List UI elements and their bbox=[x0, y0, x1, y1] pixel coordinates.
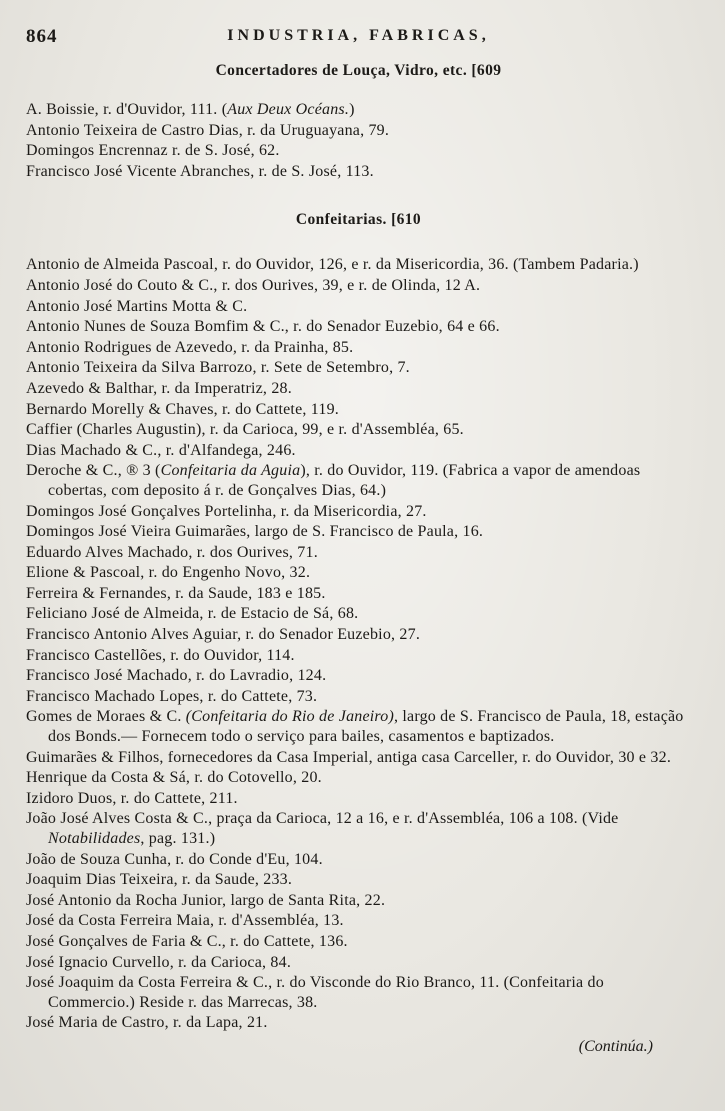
directory-entry bbox=[26, 543, 691, 563]
directory-entry bbox=[26, 932, 691, 952]
entry-text: Gomes de Moraes & C. bbox=[26, 708, 186, 726]
entry-text-italic: Notabilidades bbox=[48, 830, 141, 847]
entry-text: Joaquim Dias Teixeira, r. da Saude, 233. bbox=[26, 871, 293, 889]
entry-text: ) bbox=[349, 101, 355, 118]
section-confeitarias bbox=[26, 211, 691, 1033]
page-header: INDUSTRIA, FABRICAS, bbox=[227, 27, 490, 44]
entry-text-italic: (Confeitaria do Rio de Janeiro) bbox=[185, 708, 394, 726]
directory-entry bbox=[26, 789, 691, 809]
entry-text: José Maria de Castro, r. da Lapa, 21. bbox=[26, 1014, 268, 1032]
directory-entry bbox=[26, 584, 691, 604]
entry-text: Domingos Encrennaz r. de S. José, 62. bbox=[26, 142, 280, 160]
section-title-concertadores: Concertadores de Louça, Vidro, etc. [609 bbox=[215, 62, 502, 79]
directory-entry bbox=[26, 768, 691, 788]
directory-entry bbox=[26, 379, 691, 399]
directory-entry bbox=[26, 850, 691, 870]
directory-entry bbox=[26, 502, 691, 522]
entry-text: Azevedo & Balthar, r. da Imperatriz, 28. bbox=[26, 379, 292, 397]
directory-entry bbox=[26, 911, 691, 931]
directory-entry bbox=[26, 625, 691, 645]
page-top bbox=[26, 24, 691, 54]
entry-text: José Antonio da Rocha Junior, largo de Santa Rita, 22. bbox=[26, 891, 386, 909]
entry-text: A. Boissie, r. d'Ouvidor, 111. ( bbox=[26, 101, 228, 118]
entry-text: Antonio Teixeira da Silva Barrozo, r. Sete de Setembro, 7. bbox=[26, 359, 410, 377]
entry-text: Domingos José Gonçalves Portelinha, r. da Misericordia, 27. bbox=[26, 502, 427, 520]
directory-entry bbox=[26, 707, 691, 746]
directory-entry bbox=[26, 563, 691, 583]
entry-text: Francisco José Machado, r. do Lavradio, 124. bbox=[26, 667, 327, 685]
entry-text: Antonio Rodrigues de Azevedo, r. da Prainha, 85. bbox=[26, 338, 354, 356]
entry-text: Francisco Antonio Alves Aguiar, r. do Senador Euzebio, 27. bbox=[26, 626, 421, 644]
entry-text-italic: Aux Deux Océans. bbox=[227, 101, 350, 118]
directory-entry bbox=[26, 141, 691, 161]
directory-entry bbox=[26, 870, 691, 890]
entry-text: Francisco Machado Lopes, r. do Cattete, 73. bbox=[26, 687, 318, 705]
entry-text: ), r. do Ouvidor, 119. (Fabrica a vapor de amendoas cobertas, com deposito á r. de Gonçalves Dias, 64.) bbox=[48, 462, 641, 499]
entry-text: Antonio Teixeira de Castro Dias, r. da Uruguayana, 79. bbox=[26, 121, 390, 139]
entry-text: Bernardo Morelly & Chaves, r. do Cattete, 119. bbox=[26, 400, 339, 418]
entry-text: Dias Machado & C., r. d'Alfandega, 246. bbox=[26, 441, 296, 459]
entry-text: Deroche & C., ® 3 ( bbox=[26, 462, 161, 480]
entry-text: Antonio José Martins Motta & C. bbox=[26, 297, 248, 315]
directory-entry bbox=[26, 400, 691, 420]
entry-text: Henrique da Costa & Sá, r. do Cotovello, 20. bbox=[26, 769, 322, 787]
directory-entry bbox=[26, 420, 691, 440]
entry-text: Izidoro Duos, r. do Cattete, 211. bbox=[26, 789, 238, 807]
directory-entry bbox=[26, 1013, 691, 1033]
directory-entry bbox=[26, 522, 691, 542]
directory-entry bbox=[26, 338, 691, 358]
entry-text: Elione & Pascoal, r. do Engenho Novo, 32. bbox=[26, 564, 311, 582]
page-footer: (Continúa.) bbox=[578, 1037, 653, 1055]
entry-text-italic: Confeitaria da Aguia bbox=[160, 462, 301, 480]
directory-entry bbox=[26, 687, 691, 707]
entry-text: José Gonçalves de Faria & C., r. do Cattete, 136. bbox=[26, 932, 348, 950]
directory-entry bbox=[26, 121, 691, 141]
entry-list-confeitarias bbox=[26, 255, 691, 1033]
entry-text: , largo de S. Francisco de Paula, 18, estação dos Bonds.— Fornecem todo o serviço para bailes, casamentos e baptizados. bbox=[48, 708, 684, 746]
entry-text: Antonio Nunes de Souza Bomfim & C., r. do Senador Euzebio, 64 e 66. bbox=[26, 318, 500, 336]
entry-text: Domingos José Vieira Guimarães, largo de S. Francisco de Paula, 16. bbox=[26, 523, 484, 541]
page-number: 864 bbox=[26, 26, 58, 47]
directory-entry bbox=[26, 973, 691, 1012]
entry-text: Antonio de Almeida Pascoal, r. do Ouvidor, 126, e r. da Misericordia, 36. (Tambem Padaria.) bbox=[26, 256, 639, 274]
directory-entry bbox=[26, 891, 691, 911]
directory-entry bbox=[26, 297, 691, 317]
directory-entry bbox=[26, 461, 691, 500]
entry-text: Ferreira & Fernandes, r. da Saude, 183 e 185. bbox=[26, 584, 326, 602]
entry-text: José da Costa Ferreira Maia, r. d'Assembléa, 13. bbox=[26, 912, 344, 930]
directory-entry bbox=[26, 358, 691, 378]
directory-entry bbox=[26, 162, 691, 182]
entry-list-concertadores bbox=[26, 100, 691, 181]
directory-entry bbox=[26, 441, 691, 461]
entry-text: Antonio José do Couto & C., r. dos Ourives, 39, e r. de Olinda, 12 A. bbox=[26, 276, 481, 294]
entry-text: , pag. 131.) bbox=[140, 830, 216, 847]
entry-text: João de Souza Cunha, r. do Conde d'Eu, 104. bbox=[26, 850, 323, 868]
entry-text: Feliciano José de Almeida, r. de Estacio de Sá, 68. bbox=[26, 605, 359, 623]
entry-text: José Ignacio Curvello, r. da Carioca, 84. bbox=[26, 953, 292, 971]
entry-text: José Joaquim da Costa Ferreira & C., r. do Visconde do Rio Branco, 11. (Confeitaria do Commercio.) Reside r. das Marrecas, 38. bbox=[26, 974, 604, 1011]
entry-text: Francisco José Vicente Abranches, r. de S. José, 113. bbox=[26, 162, 374, 180]
entry-text: João José Alves Costa & C., praça da Carioca, 12 a 16, e r. d'Assembléa, 106 a 108. (Vide bbox=[26, 810, 619, 828]
directory-entry bbox=[26, 809, 691, 848]
directory-entry bbox=[26, 276, 691, 296]
directory-entry bbox=[26, 604, 691, 624]
entry-text: Eduardo Alves Machado, r. dos Ourives, 71. bbox=[26, 543, 318, 561]
entry-text: Guimarães & Filhos, fornecedores da Casa Imperial, antiga casa Carceller, r. do Ouvidor, 30 e 32. bbox=[26, 748, 672, 766]
directory-entry bbox=[26, 317, 691, 337]
directory-entry bbox=[26, 646, 691, 666]
directory-entry bbox=[26, 748, 691, 768]
section-concertadores bbox=[26, 62, 691, 181]
entry-text: Caffier (Charles Augustin), r. da Carioca, 99, e r. d'Assembléa, 65. bbox=[26, 421, 464, 439]
directory-entry bbox=[26, 666, 691, 686]
directory-entry bbox=[26, 100, 691, 120]
entry-text: Francisco Castellões, r. do Ouvidor, 114. bbox=[26, 646, 295, 664]
directory-entry bbox=[26, 953, 691, 973]
section-title-confeitarias: Confeitarias. [610 bbox=[295, 211, 422, 229]
directory-entry bbox=[26, 255, 691, 275]
